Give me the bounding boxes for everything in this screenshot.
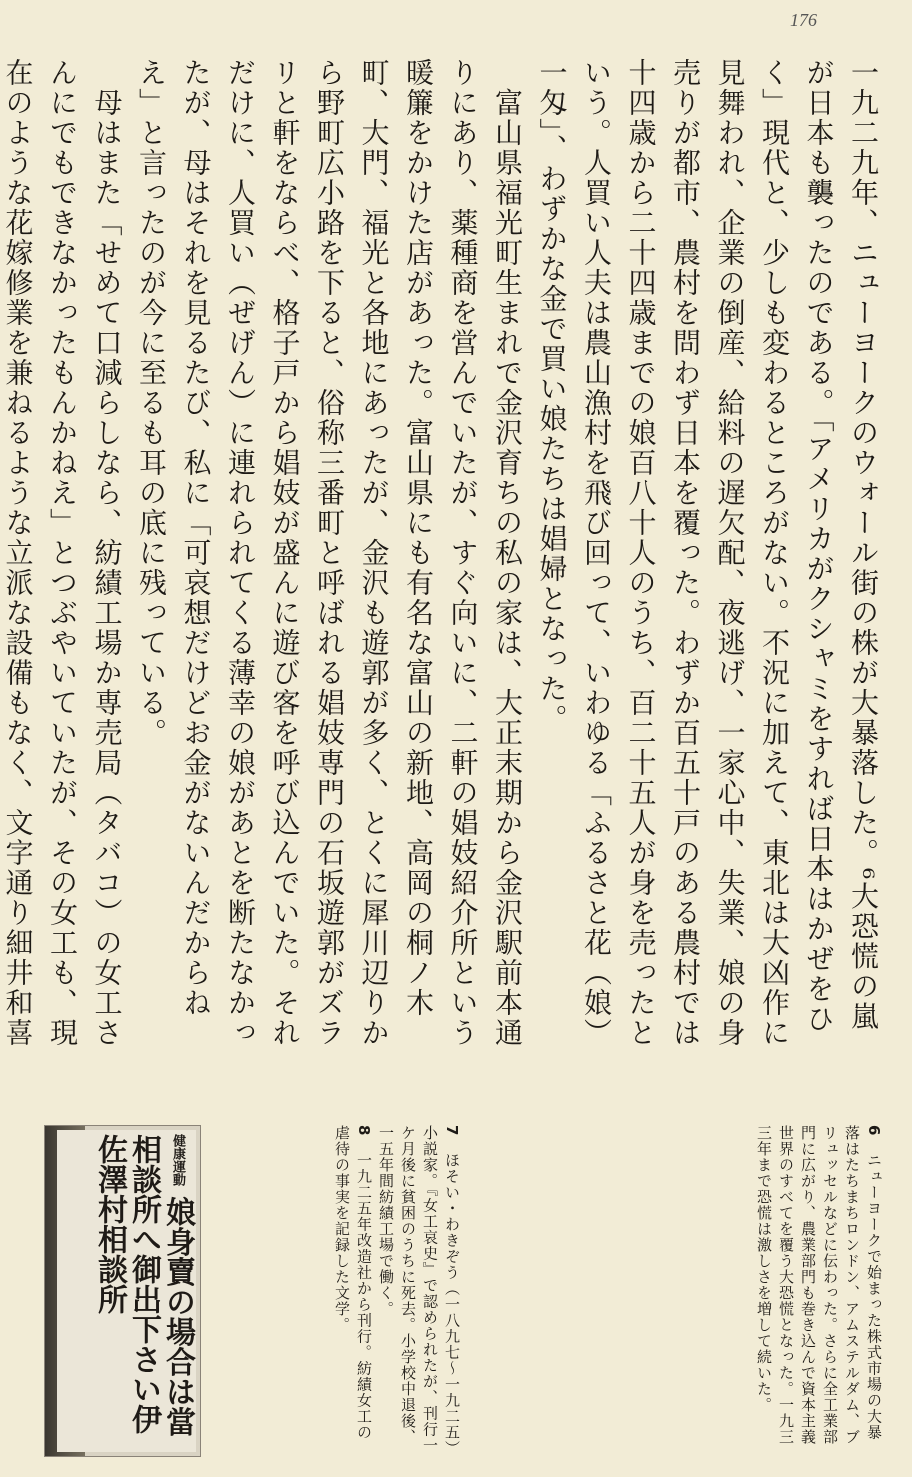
poster-text: 娘身賣の場合は當相談所へ御出下さい伊佐澤村相談所 xyxy=(92,1134,195,1437)
footnote-7-number: 7 xyxy=(443,1125,461,1137)
paragraph-3: 母はまた「せめて口減らしなら、紡績工場か専売局（タバコ）の女工さんにでもできなかったもんかねえ」とつぶやいていたが、その女工も、現在のような花嫁修業を兼ねるような立派な設備もなく、文字通り細井和喜 xyxy=(1,58,124,1048)
footnotes-7-8 xyxy=(258,1125,463,1455)
poster-top-label: 健康運動 xyxy=(170,1134,185,1186)
footnote-6-number: 6 xyxy=(865,1125,883,1137)
footnote-8-number: 8 xyxy=(355,1125,373,1137)
footnote-6-text: ニューヨークで始まった株式市場の大暴落はたちまちロンドン、アムステルダム、ブリュッセルなどに伝わった。さらに全工業部門に広がり、農業部門も巻き込んで資本主義世界のすべてを覆う大恐慌となった。一九三三年まで恐慌は激しさを増して続いた。 xyxy=(755,1125,883,1445)
footnote-6 xyxy=(680,1125,885,1455)
body-text xyxy=(1,58,885,1048)
footnote-8-text: 一九二五年改造社から刊行。紡績女工の虐待の事実を記録した文学。 xyxy=(333,1125,373,1441)
page-number: 176 xyxy=(790,10,817,30)
paragraph-1: 一九二九年、ニューヨークのウォール街の株が大暴落した。⁶大恐慌の嵐が日本も襲ったのである。「アメリカがクシャミをすれば日本はかぜをひく」現代と、少しも変わるところがない。不況に加えて、東北は大凶作に見舞われ、企業の倒産、給料の遅欠配、夜逃げ、一家心中、失業、娘の身売りが都市、農村を問わず日本を覆った。わずか百五十戸のある農村では十四歳から二十四歳までの娘百八十人のうち、百二十五人が身を売ったという。人買い人夫は農山漁村を飛び回って、いわゆる「ふるさと花（娘）一匁」、わずかな金で買い娘たちは娼婦となった。 xyxy=(535,58,880,1048)
paragraph-2: 富山県福光町生まれで金沢育ちの私の家は、大正末期から金沢駅前本通りにあり、薬種商を営んでいたが、すぐ向いに、二軒の娼妓紹介所という暖簾をかけた店があった。富山県にも有名な富山の新地、高岡の桐ノ木町、大門、福光と各地にあったが、金沢も遊郭が多く、とくに犀川辺りから野町広小路を下ると、俗称三番町と呼ばれる娼妓専門の石坂遊郭がズラリと軒をならべ、格子戸から娼妓が盛んに遊び客を呼び込んでいた。それだけに、人買い（ぜげん）に連れられてくる薄幸の娘があとを断たなかったが、母はそれを見るたび、私に「可哀想だけどお金がないんだからねえ」と言ったのが今に至るも耳の底に残っている。 xyxy=(135,58,524,1048)
footnote-7-text: ほそい・わきぞう（一八九七〜一九二五）小説家。『女工哀史』で認められたが、刊行一ケ月後に貧困のうちに死去。小学校中退後、一五年間紡績工場で働く。 xyxy=(377,1125,461,1454)
photo-poster xyxy=(57,1130,196,1452)
historical-photo xyxy=(44,1125,201,1457)
